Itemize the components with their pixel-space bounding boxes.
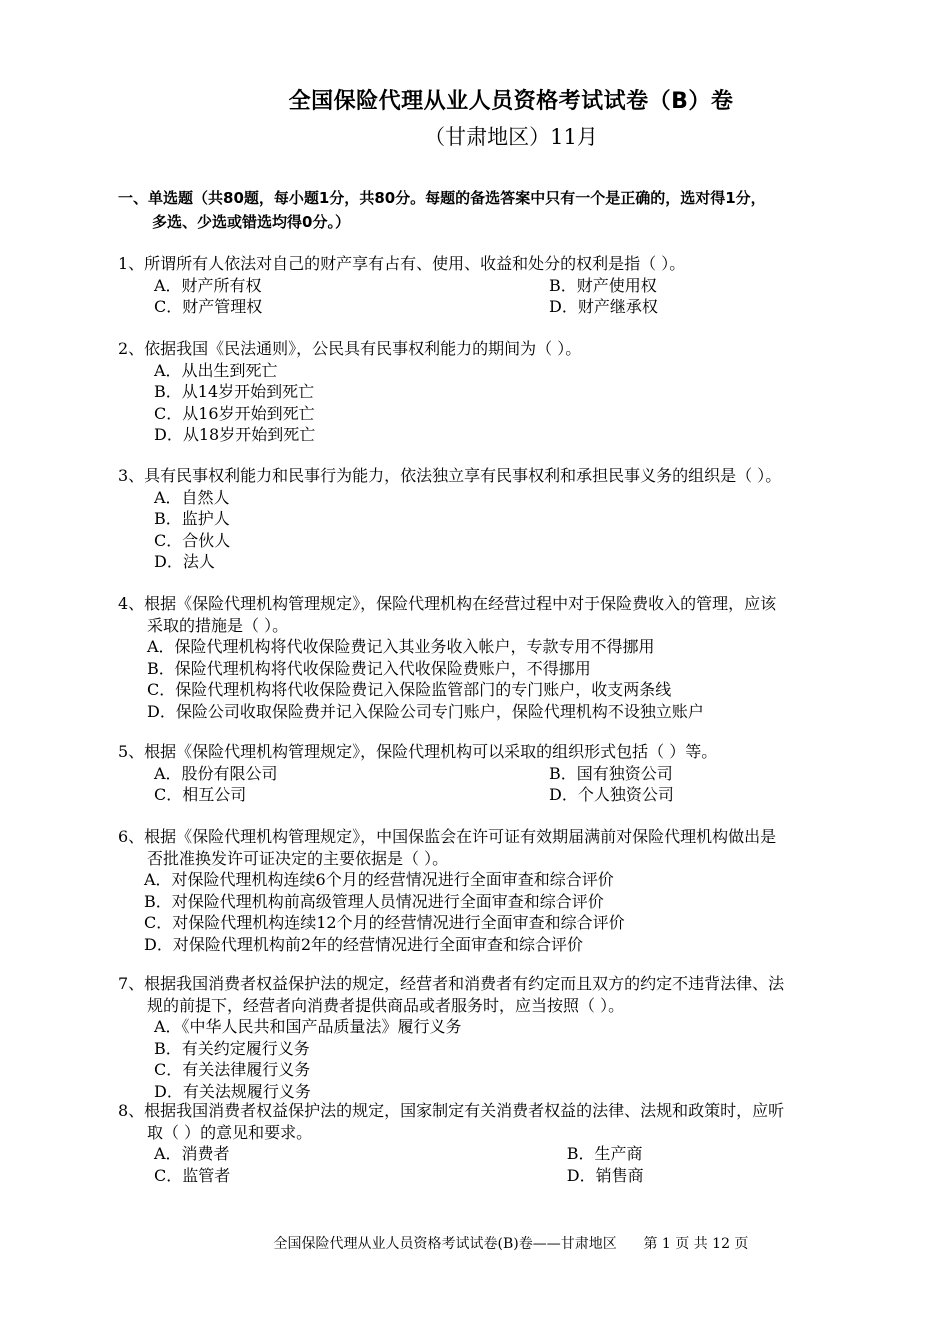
option-b: B．从14岁开始到死亡: [154, 382, 315, 401]
option-c: C．从16岁开始到死亡: [154, 403, 315, 423]
option-d: D．个人独资公司: [549, 785, 674, 804]
option-a: A．《中华人民共和国产品质量法》履行义务: [154, 1017, 462, 1036]
section-heading-line-2: 多选、少选或错选均得0分。）: [152, 213, 350, 231]
question-stem: 7、根据我国消费者权益保护法的规定，经营者和消费者有约定而且双方的约定不违背法律、法: [118, 974, 785, 993]
option-a: A．从出生到死亡: [154, 360, 278, 380]
option-c: C．对保险代理机构连续12个月的经营情况进行全面审查和综合评价: [144, 913, 625, 932]
question-1: [118, 253, 908, 318]
question-8: [118, 1100, 908, 1186]
question-stem: 6、根据《保险代理机构管理规定》，中国保监会在许可证有效期届满前对保险代理机构做出是: [118, 827, 777, 846]
question-6: [118, 826, 908, 955]
question-stem-continued: 规的前提下，经营者向消费者提供商品或者服务时，应当按照（ ）。: [147, 995, 625, 1015]
question-stem: 8、根据我国消费者权益保护法的规定，国家制定有关消费者权益的法律、法规和政策时，应听: [118, 1101, 785, 1120]
option-d: D．保险公司收取保险费并记入保险公司专门账户，保险代理机构不设独立账户: [147, 701, 704, 721]
option-c: C．合伙人: [154, 530, 231, 550]
section-heading: [118, 186, 918, 234]
section-heading-line-1: 一、单选题（共80题，每小题1分，共80分。每题的备选答案中只有一个是正确的，选对得1分，: [118, 189, 766, 207]
question-stem: 1、所谓所有人依法对自己的财产享有占有、使用、收益和处分的权利是指（ ）。: [118, 254, 686, 273]
option-d: D．对保险代理机构前2年的经营情况进行全面审查和综合评价: [144, 934, 584, 954]
question-5: [118, 741, 908, 806]
page-footer: 全国保险代理从业人员资格考试试卷(B)卷——甘肃地区 第 1 页 共 12 页: [273, 1236, 749, 1252]
option-c: C．保险代理机构将代收保险费记入保险监管部门的专门账户，收支两条线: [147, 680, 672, 699]
page-title: 全国保险代理从业人员资格考试试卷（B）卷: [288, 89, 734, 114]
option-d: D．销售商: [566, 1165, 644, 1185]
option-a: A．自然人: [154, 487, 230, 507]
option-a: A．保险代理机构将代收保险费记入其业务收入帐户，专款专用不得挪用: [147, 637, 655, 656]
option-b: B．对保险代理机构前高级管理人员情况进行全面审查和综合评价: [144, 891, 604, 911]
question-3: [118, 465, 908, 573]
question-stem: 3、具有民事权利能力和民事行为能力，依法独立享有民事权利和承担民事义务的组织是（ ）。: [118, 466, 782, 485]
question-stem-continued: 取（ ）的意见和要求。: [147, 1122, 313, 1142]
option-b: B．生产商: [566, 1144, 643, 1163]
option-a: A．股份有限公司: [154, 763, 278, 783]
option-b: B．保险代理机构将代收保险费记入代收保险费账户，不得挪用: [147, 658, 591, 678]
option-d: D．法人: [154, 552, 215, 571]
option-d: D．财产继承权: [549, 297, 658, 316]
option-a: A．对保险代理机构连续6个月的经营情况进行全面审查和综合评价: [144, 870, 614, 889]
option-c: C．有关法律履行义务: [154, 1060, 311, 1079]
page-subtitle: （甘肃地区）11月: [424, 125, 598, 149]
option-b: B．国有独资公司: [549, 763, 673, 783]
question-stem: 4、根据《保险代理机构管理规定》，保险代理机构在经营过程中对于保险费收入的管理，应该: [118, 594, 777, 613]
option-d: D．从18岁开始到死亡: [154, 425, 316, 444]
question-7: [118, 973, 908, 1102]
option-a: A．财产所有权: [154, 275, 262, 295]
question-stem: 5、根据《保险代理机构管理规定》，保险代理机构可以采取的组织形式包括（ ）等。: [118, 742, 718, 761]
option-c: C．相互公司: [154, 785, 247, 804]
option-b: B．监护人: [154, 509, 230, 528]
option-c: C．监管者: [154, 1165, 231, 1185]
option-a: A．消费者: [154, 1144, 230, 1163]
question-stem-continued: 采取的措施是（ ）。: [147, 615, 289, 635]
question-4: [118, 593, 908, 722]
question-stem-continued: 否批准换发许可证决定的主要依据是（ ）。: [147, 848, 449, 868]
option-b: B．财产使用权: [549, 275, 657, 295]
option-d: D．有关法规履行义务: [154, 1081, 311, 1101]
option-c: C．财产管理权: [154, 297, 263, 316]
question-2: [118, 338, 908, 446]
question-stem: 2、依据我国《民法通则》，公民具有民事权利能力的期间为（ ）。: [118, 339, 582, 358]
option-b: B．有关约定履行义务: [154, 1038, 310, 1058]
